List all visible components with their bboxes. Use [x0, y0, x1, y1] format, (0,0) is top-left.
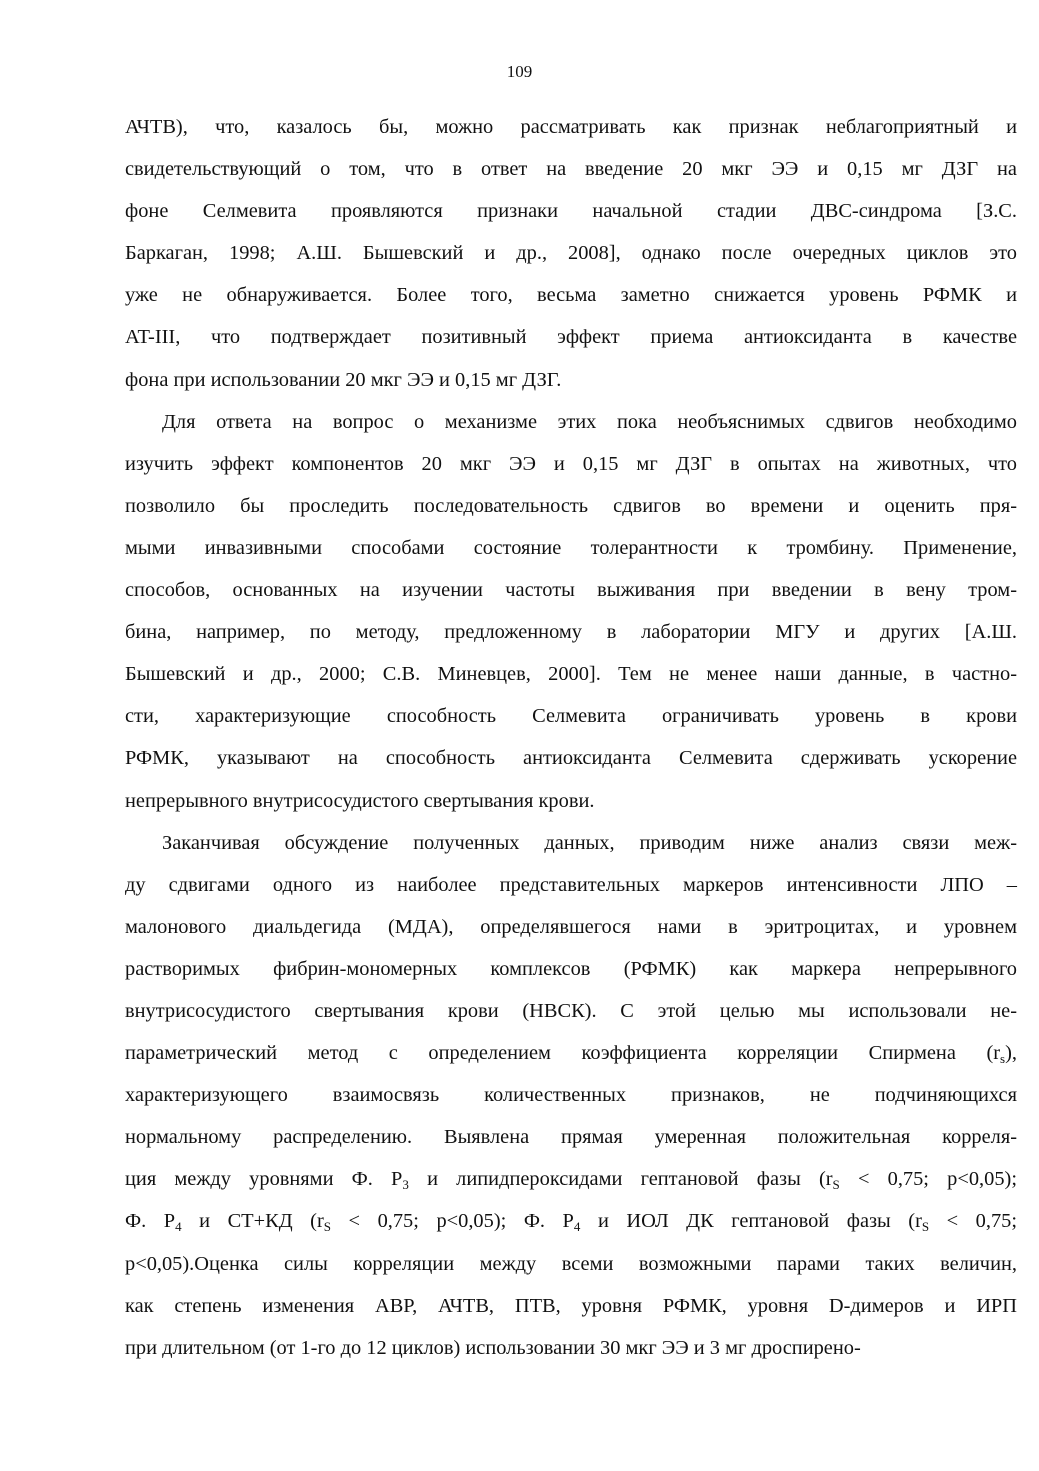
line-text: Бышевский и др., 2000; С.В. Миневцев, 2000]. Тем не менее наши данные, в частно-	[125, 663, 1017, 686]
text-line	[125, 822, 1017, 864]
line-text: AT-III, что подтверждает позитивный эффект приема антиоксиданта в качестве	[125, 326, 1017, 349]
text-line	[125, 990, 1017, 1032]
line-text: при длительном (от 1-го до 12 циклов) использовании 30 мкг ЭЭ и 3 мг дроспирено-	[125, 1336, 861, 1359]
text-line	[125, 148, 1017, 190]
subscript: 4	[175, 1219, 182, 1235]
document-body	[125, 106, 1017, 1369]
line-text: нормальному распределению. Выявлена прямая умеренная положительная корреля-	[125, 1126, 1017, 1149]
text-line	[125, 611, 1017, 653]
text-line	[125, 316, 1017, 358]
text-line	[125, 1032, 1017, 1074]
text-line	[125, 1158, 1017, 1200]
line-text: позволило бы проследить последовательность сдвигов во времени и оценить пря-	[125, 494, 1017, 517]
line-text: параметрический метод с определением коэффициента корреляции Спирмена (r	[125, 1042, 1001, 1065]
line-text: РФМК, указывают на способность антиоксиданта Селмевита сдерживать ускорение	[125, 747, 1017, 770]
line-text: ),	[1005, 1042, 1017, 1065]
text-line	[125, 948, 1017, 990]
line-text: ду сдвигами одного из наиболее представительных маркеров интенсивности ЛПО –	[125, 873, 1017, 896]
text-line	[125, 190, 1017, 232]
line-text: бина, например, по методу, предложенному в лаборатории МГУ и других [А.Ш.	[125, 621, 1017, 644]
line-text: непрерывного внутрисосудистого свертывания крови.	[125, 789, 595, 812]
text-line	[125, 737, 1017, 779]
line-text: Заканчивая обсуждение полученных данных, приводим ниже анализ связи меж-	[162, 831, 1017, 854]
subscript: S	[921, 1219, 930, 1235]
line-text: способов, основанных на изучении частоты выживания при введении в вену тром-	[125, 579, 1017, 602]
page-number: 109	[506, 62, 533, 81]
line-text: фоне Селмевита проявляются признаки начальной стадии ДВС-синдрома [З.С.	[125, 200, 1017, 223]
line-text: свидетельствующий о том, что в ответ на введение 20 мкг ЭЭ и 0,15 мг ДЗГ на	[125, 158, 1017, 181]
line-text: и ИОЛ ДК гептановой фазы (r	[580, 1210, 922, 1233]
text-line	[125, 232, 1017, 274]
text-line	[125, 443, 1017, 485]
line-text: внутрисосудистого свертывания крови (НВСК). С этой целью мы использовали не-	[125, 999, 1017, 1022]
line-text: Ф. Р	[125, 1210, 176, 1233]
text-line	[125, 695, 1017, 737]
line-text: растворимых фибрин-мономерных комплексов (РФМК) как маркера непрерывного	[125, 957, 1017, 980]
text-line	[125, 653, 1017, 695]
text-line	[125, 1200, 1017, 1242]
text-line	[125, 274, 1017, 316]
subscript: S	[832, 1177, 840, 1193]
text-line	[125, 1116, 1017, 1158]
text-line	[125, 864, 1017, 906]
text-line	[125, 1327, 1017, 1369]
text-line	[125, 569, 1017, 611]
line-text: и СТ+КД (r	[181, 1210, 324, 1233]
line-text: Для ответа на вопрос о механизме этих пока необъяснимых сдвигов необходимо	[162, 410, 1017, 433]
line-text: фона при использовании 20 мкг ЭЭ и 0,15 мг ДЗГ.	[125, 368, 562, 391]
line-text: характеризующего взаимосвязь количественных признаков, не подчиняющихся	[125, 1084, 1017, 1107]
line-text: как степень изменения АВР, АЧТВ, ПТВ, уровня РФМК, уровня D-димеров и ИРП	[125, 1294, 1017, 1317]
line-text: мыми инвазивными способами состояние толерантности к тромбину. Применение,	[125, 536, 1017, 559]
text-line	[125, 1285, 1017, 1327]
line-text: и липидпероксидами гептановой фазы (r	[408, 1168, 833, 1191]
text-line	[125, 106, 1017, 148]
line-text: малонового диальдегида (МДА), определявшегося нами в эритроцитах, и уровнем	[125, 915, 1017, 938]
subscript: S	[323, 1219, 331, 1235]
subscript: 3	[402, 1177, 409, 1193]
line-text: ция между уровнями Ф. Р	[125, 1168, 403, 1191]
line-text: < 0,75;	[929, 1210, 1018, 1233]
line-text: сти, характеризующие способность Селмевита ограничивать уровень в крови	[125, 705, 1017, 728]
text-line	[125, 780, 1017, 822]
line-text: < 0,75; p<0,05); Ф. Р	[331, 1210, 574, 1233]
text-line	[125, 1243, 1017, 1285]
line-text: изучить эффект компонентов 20 мкг ЭЭ и 0,15 мг ДЗГ в опытах на животных, что	[125, 452, 1017, 475]
subscript: s	[1000, 1051, 1006, 1067]
subscript: 4	[573, 1219, 581, 1235]
line-text: АЧТВ), что, казалось бы, можно рассматривать как признак неблагоприятный и	[125, 116, 1017, 138]
line-text: Баркаган, 1998; А.Ш. Бышевский и др., 2008], однако после очередных циклов это	[125, 242, 1017, 265]
line-text: < 0,75; p<0,05);	[839, 1168, 1017, 1191]
text-line	[125, 485, 1017, 527]
text-line	[125, 527, 1017, 569]
text-line	[125, 359, 1017, 401]
text-line	[125, 401, 1017, 443]
line-text: p<0,05).Оценка силы корреляции между всеми возможными парами таких величин,	[125, 1252, 1017, 1275]
text-line	[125, 906, 1017, 948]
text-line	[125, 1074, 1017, 1116]
line-text: уже не обнаруживается. Более того, весьма заметно снижается уровень РФМК и	[125, 284, 1017, 307]
